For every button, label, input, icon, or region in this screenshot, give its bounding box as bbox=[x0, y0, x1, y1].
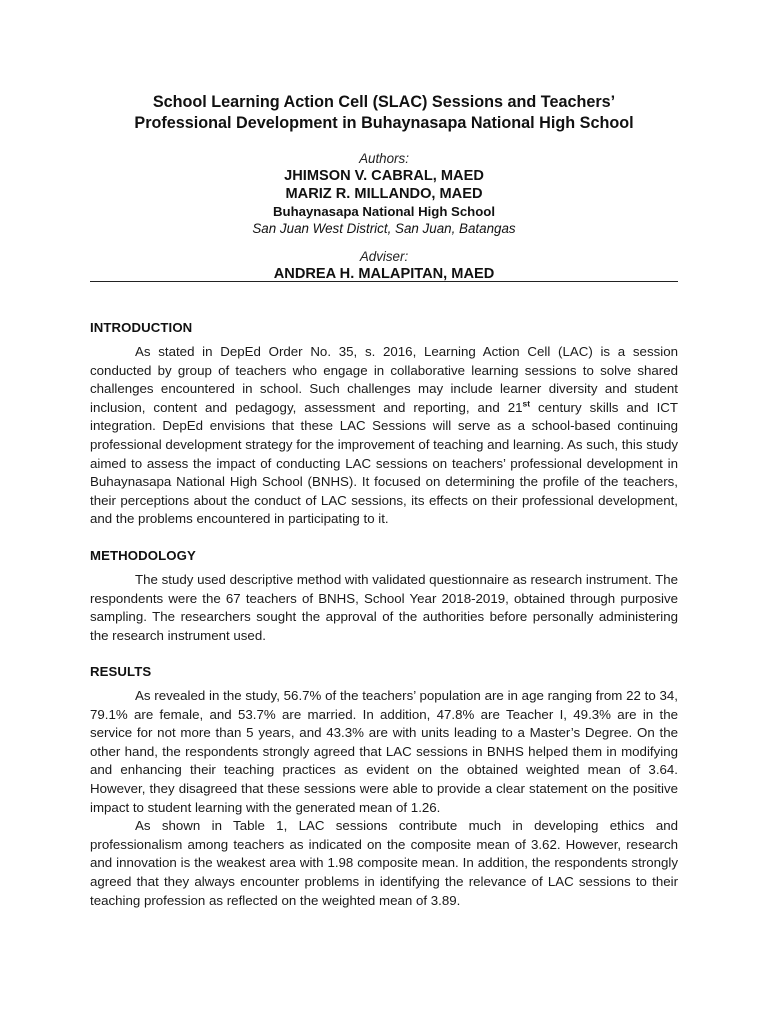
results-paragraph-1: As revealed in the study, 56.7% of the teachers’ population are in age ranging from 22 to 34, 79.1% are female, and 53.7% are married. In addition, 47.8% are Teacher I, 49.3% are in the service for not more than 5 years, and 43.3% are with units leading to a Master’s Degree. On the other hand, the respondents strongly agreed that LAC sessions in BNHS helped them in modifying and enhancing their teaching practices as evident on the obtained weighted mean of 3.64. However, they disagreed that these sessions were able to provide a clear statement on the positive impact to student learning with the generated mean of 1.26. bbox=[90, 688, 678, 815]
paper-header bbox=[90, 92, 678, 283]
school-location: San Juan West District, San Juan, Batangas bbox=[252, 221, 516, 236]
authors-label: Authors: bbox=[359, 151, 409, 166]
introduction-paragraph bbox=[90, 343, 678, 529]
paper-title-line-1: School Learning Action Cell (SLAC) Sessions and Teachers’ bbox=[152, 93, 616, 111]
paper-title-line-2: Professional Development in Buhaynasapa National High School bbox=[134, 114, 634, 132]
introduction-text-part-2: century skills and ICT integration. DepEd envisions that these LAC Sessions will serve as a school-based continuing professional development strategy for the improvement of teaching and learning. As such, this study aimed to assess the impact of conducting LAC sessions on teachers’ professional development in Buhaynasapa National High School (BNHS). It focused on determining the profile of the teachers, their perceptions about the conduct of LAC sessions, its effects on their professional development, and the problems encountered in participating to it. bbox=[90, 399, 678, 527]
methodology-section bbox=[90, 548, 678, 645]
results-section bbox=[90, 664, 678, 910]
results-heading: RESULTS bbox=[90, 664, 152, 679]
methodology-heading: METHODOLOGY bbox=[90, 548, 196, 563]
introduction-superscript: st bbox=[522, 398, 531, 409]
author-name-2: MARIZ R. MILLANDO, MAED bbox=[285, 186, 483, 202]
author-name-1: JHIMSON V. CABRAL, MAED bbox=[284, 168, 484, 184]
methodology-paragraph: The study used descriptive method with validated questionnaire as research instrument. The respondents were the 67 teachers of BNHS, School Year 2018-2019, obtained through purposive sampling. The researchers sought the approval of the authorities before personally administering the research instrument used. bbox=[90, 572, 679, 643]
introduction-section bbox=[90, 320, 678, 529]
school-name: Buhaynasapa National High School bbox=[272, 204, 496, 219]
results-paragraph-2: As shown in Table 1, LAC sessions contribute much in developing ethics and professionalism among teachers as indicated on the composite mean of 3.62. However, research and innovation is the weakest area with 1.98 composite mean. In addition, the respondents strongly agreed that they always encounter problems in identifying the relevance of LAC sessions to their teaching profession as reflected on the weighted mean of 3.89. bbox=[90, 818, 678, 908]
header-divider bbox=[90, 281, 678, 282]
adviser-label: Adviser: bbox=[359, 249, 409, 264]
adviser-name: ANDREA H. MALAPITAN, MAED bbox=[273, 266, 495, 282]
introduction-heading: INTRODUCTION bbox=[90, 320, 193, 335]
introduction-text-part-1: As stated in DepEd Order No. 35, s. 2016, Learning Action Cell (LAC) is a session conducted by group of teachers who engage in collaborative learning sessions to solve shared challenges encountered in school. Such challenges may include learner diversity and student inclusion, content and pedagogy, assessment and reporting, and 21 bbox=[90, 344, 678, 415]
